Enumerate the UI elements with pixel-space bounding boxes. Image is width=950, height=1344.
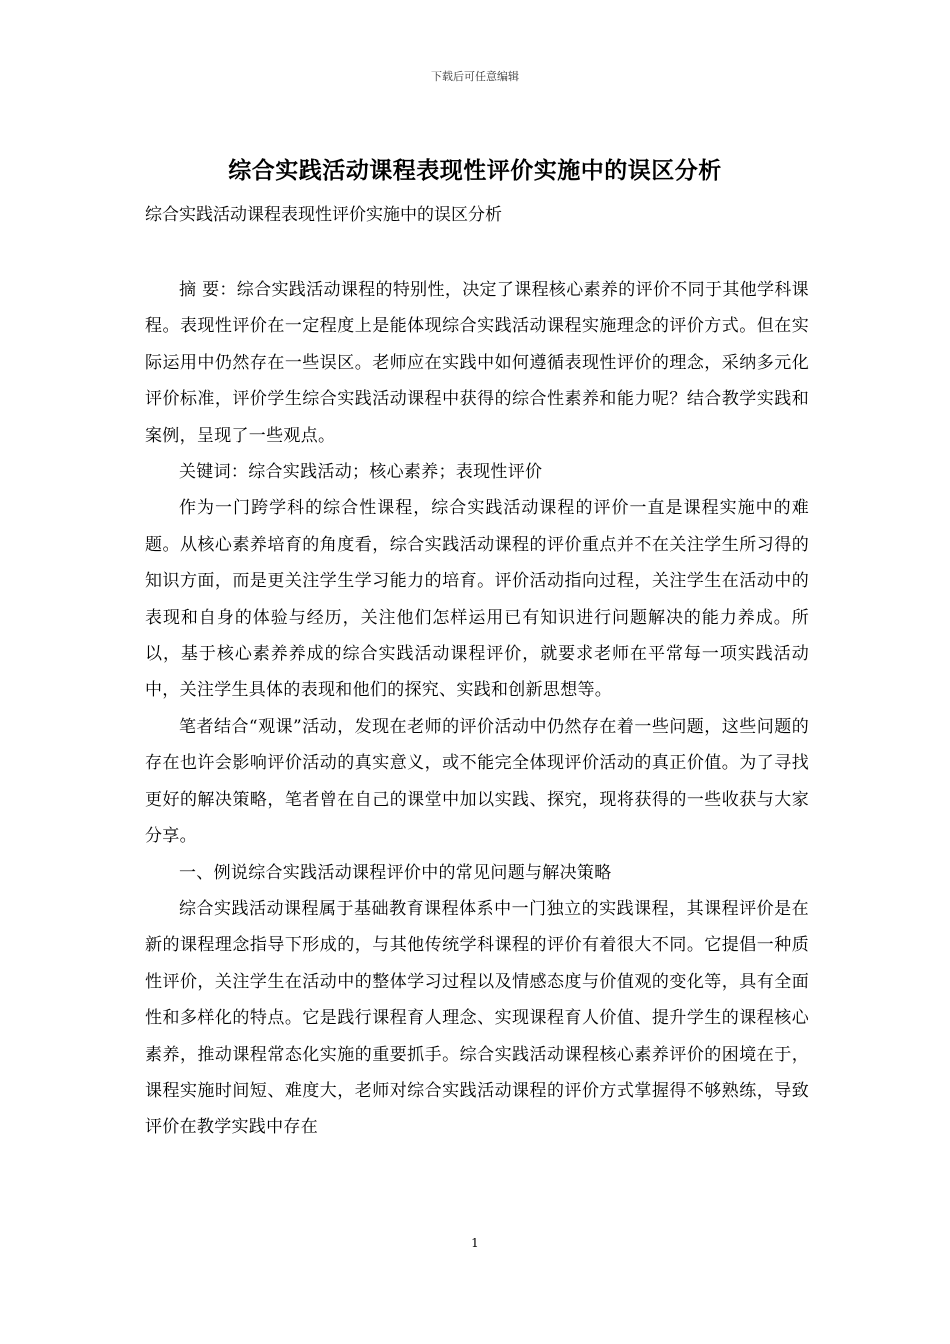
body-paragraph: 作为一门跨学科的综合性课程，综合实践活动课程的评价一直是课程实施中的难题。从核心素养培育的角度看，综合实践活动课程的评价重点并不在关注学生所习得的知识方面，而是更关注学生学习能力的培育。评价活动指向过程，关注学生在活动中的表现和自身的体验与经历，关注他们怎样运用已有知识进行问题解决的能力养成。所以，基于核心素养养成的综合实践活动课程评价，就要求老师在平常每一项实践活动中，关注学生具体的表现和他们的探究、实践和创新思想等。 (145, 498, 809, 701)
body-paragraph: 笔者结合“观课”活动，发现在老师的评价活动中仍然存在着一些问题，这些问题的存在也许会影响评价活动的真实意义，或不能完全体现评价活动的真正价值。为了寻找更好的解决策略，笔者曾在自己的课堂中加以实践、探究，现将获得的一些收获与大家分享。 (145, 716, 809, 847)
keywords-paragraph: 关键词：综合实践活动；核心素养；表现性评价 (179, 462, 543, 483)
document-body (145, 272, 809, 1146)
document-subtitle: 综合实践活动课程表现性评价实施中的误区分析 (145, 205, 502, 225)
abstract-paragraph: 摘 要：综合实践活动课程的特别性，决定了课程核心素养的评价不同于其他学科课程。表现性评价在一定程度上是能体现综合实践活动课程实施理念的评价方式。但在实际运用中仍然存在一些误区。老师应在实践中如何遵循表现性评价的理念，采纳多元化评价标准，评价学生综合实践活动课程中获得的综合性素养和能力呢？结合教学实践和案例，呈现了一些观点。 (145, 280, 809, 446)
page-number: 1 (471, 1236, 479, 1250)
document-title: 综合实践活动课程表现性评价实施中的误区分析 (228, 157, 722, 184)
section-heading: 一、例说综合实践活动课程评价中的常见问题与解决策略 (179, 862, 612, 883)
body-paragraph: 综合实践活动课程属于基础教育课程体系中一门独立的实践课程，其课程评价是在新的课程理念指导下形成的，与其他传统学科课程的评价有着很大不同。它提倡一种质性评价，关注学生在活动中的整体学习过程以及情感态度与价值观的变化等，具有全面性和多样化的特点。它是践行课程育人理念、实现课程育人价值、提升学生的课程核心素养，推动课程常态化实施的重要抓手。综合实践活动课程核心素养评价的困境在于，课程实施时间短、难度大，老师对综合实践活动课程的评价方式掌握得不够熟练，导致评价在教学实践中存在 (145, 898, 809, 1138)
header-note: 下载后可任意编辑 (431, 70, 519, 83)
